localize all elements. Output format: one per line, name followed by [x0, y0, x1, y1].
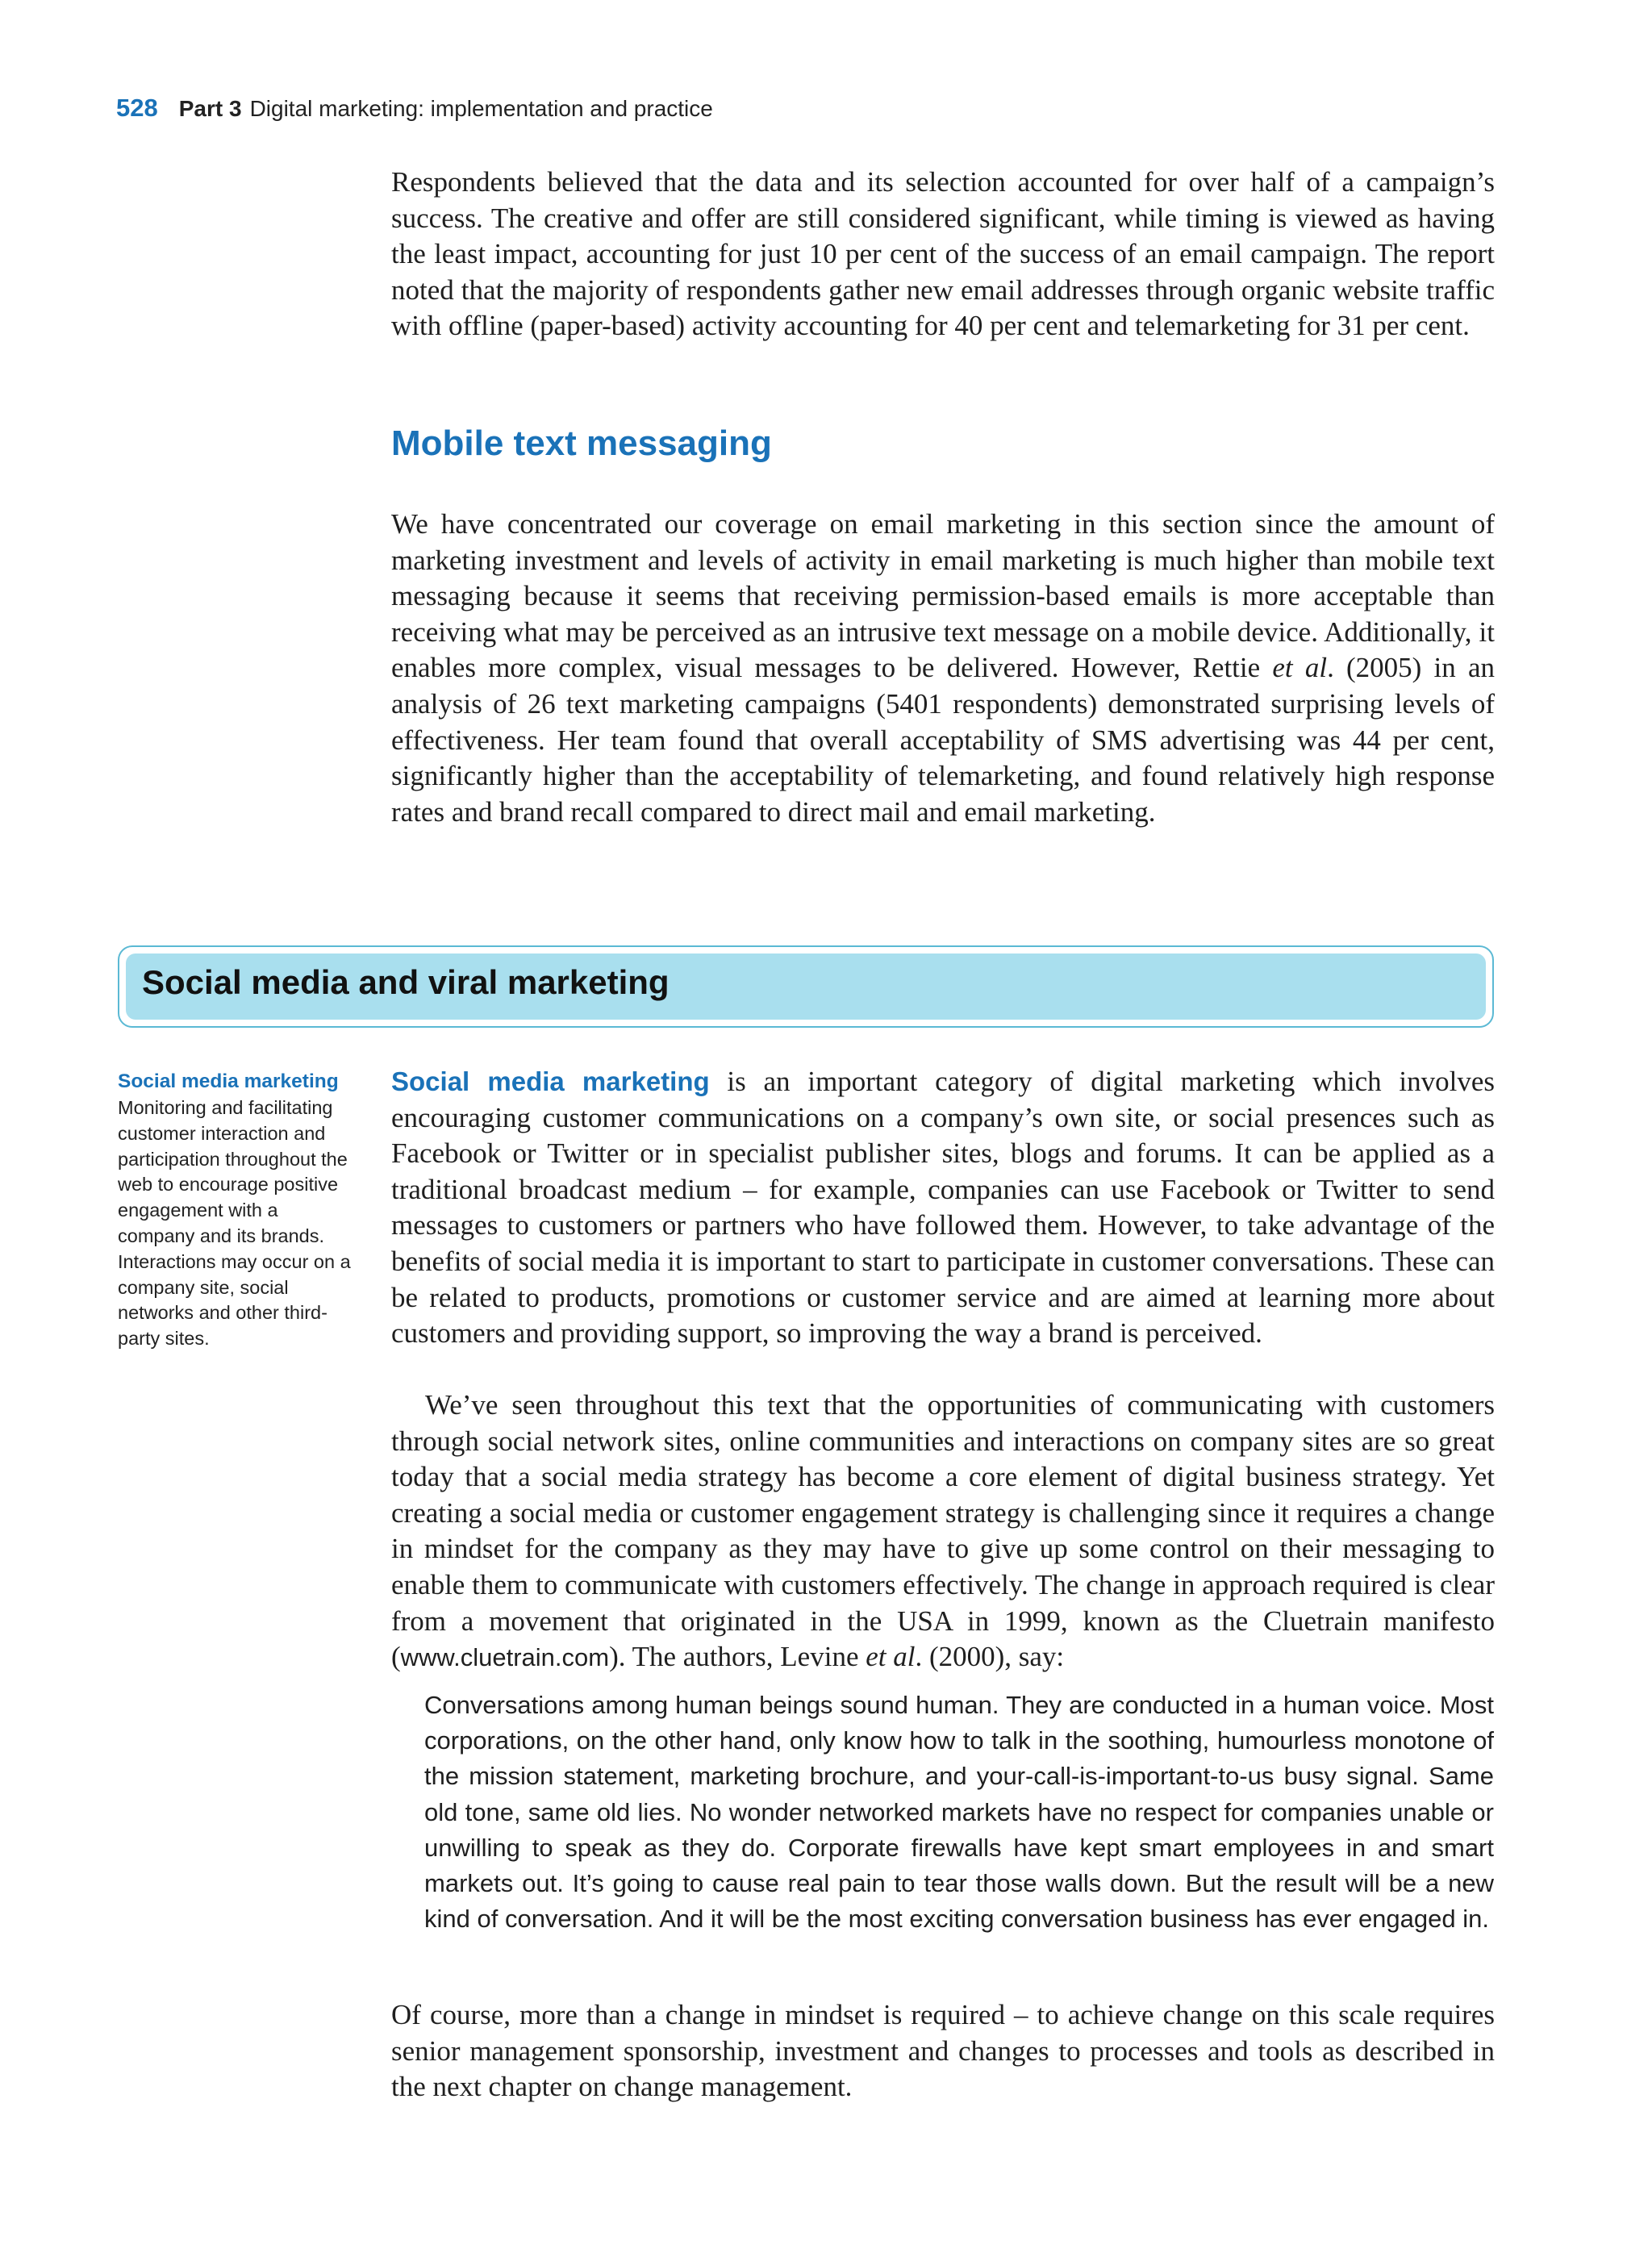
social-paragraph-3: Of course, more than a change in mindset is required – to achieve change on this scale requires senior management sponsorship, investment and changes to processes and tools as described in the next chapter on change management. [391, 1999, 1495, 2103]
running-header [116, 94, 713, 123]
part-title: Digital marketing: implementation and practice [249, 96, 713, 121]
mobile-para-text-a: We have concentrated our coverage on email marketing in this section since the amount of marketing investment and levels of activity in email marketing is much higher than mobile text messaging because it seems that receiving permission-based emails is more acceptable than receiving what may be perceived as an intrusive text message on a mobile device. Additionally, it enables more complex, visual messages to be delivered. However, Rettie [391, 508, 1495, 684]
section-banner [118, 945, 1494, 1028]
mobile-para-et-al: et al [1272, 652, 1328, 684]
key-term: Social media marketing [391, 1066, 710, 1096]
social-p2-text-a: We’ve seen throughout this text that the opportunities of communicating with customers through social network sites, online communities and interactions on company sites are so great today that a social media strategy has become a core element of digital business strategy. Yet creating a social media or customer engagement strategy is challenging since it requires a change in mindset for the company as they may have to give up some control on their messaging to enable them to communicate with customers effectively. The change in approach required is clear from a movement that originated in the USA in 1999, known as the Cluetrain manifesto ( [391, 1389, 1495, 1673]
social-p2-text-c: . (2000), say: [915, 1641, 1065, 1673]
social-paragraph-2 [391, 1387, 1495, 1676]
mobile-section-heading: Mobile text messaging [391, 424, 772, 463]
page-number: 528 [116, 94, 158, 122]
glossary-term: Social media marketing [118, 1070, 339, 1092]
part-label: Part 3 [178, 96, 242, 121]
social-p2-et-al: et al [866, 1641, 916, 1673]
glossary-definition: Monitoring and facilitating customer interaction and participation throughout the web to encourage positive engagement with a company and its brands. Interactions may occur on a company site, social networks and other third-party sites. [118, 1097, 351, 1350]
social-p2-text-b: ). The authors, Levine [609, 1641, 866, 1673]
section-title: Social media and viral marketing [142, 963, 670, 1001]
mobile-para-text-b: . (2005) in an analysis of 26 text marketing campaigns (5401 respondents) demonstrated surprising levels of effectiveness. Her team found that overall acceptability of SMS advertising was 44 per cent, significantly higher than the acceptability of telemarketing, and found relatively high response rates and brand recall compared to direct mail and email marketing. [391, 652, 1495, 828]
mobile-section-paragraph [391, 507, 1495, 830]
cluetrain-url: www.cluetrain.com [400, 1643, 610, 1672]
intro-paragraph: Respondents believed that the data and its selection accounted for over half of a campaign’s success. The creative and offer are still considered significant, while timing is viewed as having the least impact, accounting for just 10 per cent of the success of an email campaign. The report noted that the majority of respondents gather new email addresses through organic website traffic with offline (paper-based) activity accounting for 40 per cent and telemarketing for 31 per cent. [391, 166, 1495, 342]
block-quote: Conversations among human beings sound human. They are conducted in a human voice. Most corporations, on the other hand, only know how to talk in the soothing, humourless monotone of the mission statement, marketing brochure, and your-call-is-important-to-us busy signal. Same old tone, same old lies. No wonder networked markets have no respect for companies unable or unwilling to speak as they do. Corporate firewalls have kept smart employees in and smart markets out. It’s going to cause real pain to tear those walls down. But the result will be a new kind of conversation. And it will be the most exciting conversation business has ever engaged in. [424, 1691, 1494, 1934]
social-paragraph-1-text: is an important category of digital marketing which involves encouraging customer communications on a company’s own site, or social presences such as Facebook or Twitter or in specialist publisher sites, blogs and forums. It can be applied as a traditional broadcast medium – for example, companies can use Facebook or Twitter to send messages to customers or partners who have followed them. However, to take advantage of the benefits of social media it is important to start to participate in customer conversations. These can be related to products, promotions or customer service and are aimed at learning more about customers and providing support, so improving the way a brand is perceived. [391, 1066, 1496, 1350]
margin-glossary-note [118, 1068, 360, 1352]
social-paragraph-1 [391, 1064, 1495, 1352]
